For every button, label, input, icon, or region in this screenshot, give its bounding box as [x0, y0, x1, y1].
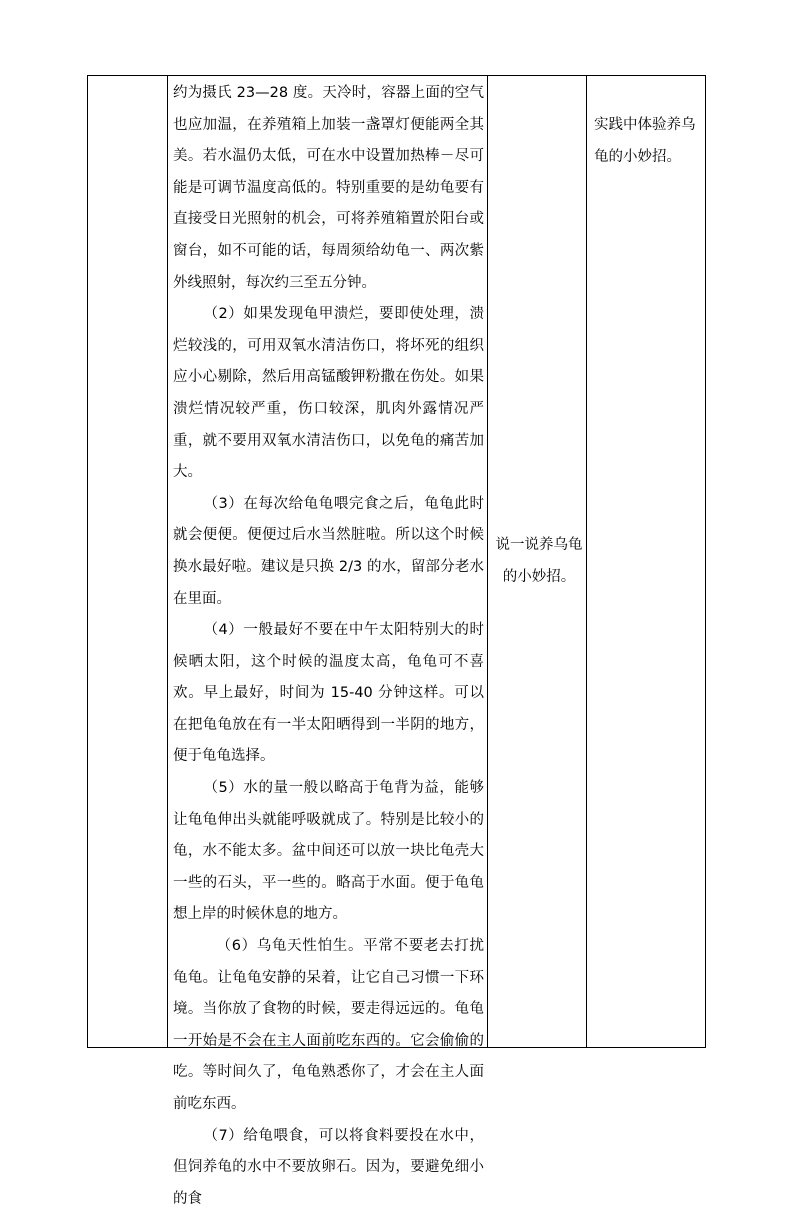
- table-cell-empty: [88, 76, 168, 1048]
- table-cell-purpose: [587, 76, 706, 1048]
- paragraph-sunbathing: （4）一般最好不要在中午太阳特别大的时候晒太阳，这个时候的温度太高，龟龟可不喜欢。早上最好，时间为 15-40 分钟这样。可以在把龟龟放在有一半太阳晒得到一半阴的地方，便于龟龟选择。: [173, 622, 484, 765]
- table-cell-content: [168, 76, 488, 1207]
- paragraph-water-level: （5）水的量一般以略高于龟背为益，能够让龟龟伸出头就能呼吸就成了。特别是比较小的龟，水不能太多。盆中间还可以放一块比龟壳大一些的石头，平一些的。略高于水面。便于龟龟想上岸的时候休息的地方。: [173, 780, 484, 923]
- paragraph-shyness: （6）乌龟天性怕生。平常不要老去打扰龟龟。让龟龟安静的呆着，让它自己习惯一下环境。当你放了食物的时候，要走得远远的。龟龟一开始是不会在主人面前吃东西的。它会偷偷的吃。等时间久了，龟龟熟悉你了，才会在主人面前吃东西。: [173, 938, 484, 1112]
- content-text-block: [168, 76, 487, 1207]
- paragraph-shell-ulcer: （2）如果发现龟甲溃烂，要即使处理，溃烂较浅的，可用双氧水清洁伤口，将坏死的组织应小心剔除，然后用高锰酸钾粉撒在伤处。如果溃烂情况较严重，伤口较深，肌肉外露情况严重，就不要用双氧水清洁伤口，以免龟的痛苦加大。: [173, 306, 484, 481]
- purpose-text: 实践中体验养乌龟的小妙招。: [594, 117, 696, 165]
- paragraph-water-change: （3）在每次给龟龟喂完食之后，龟龟此时就会便便。便便过后水当然脏啦。所以这个时候换水最好啦。建议是只换 2/3 的水，留部分老水在里面。: [173, 495, 484, 607]
- paragraph-water-temperature: 约为摄氏 23—28 度。天冷时，容器上面的空气也应加温，在养殖箱上加装一盏罩灯便能两全其美。若水温仍太低，可在水中设置加热棒－尽可能是可调节温度高低的。特别重要的是幼龟要有直接受日光照射的机会，可将养殖箱置於阳台或窗台，如不可能的话，每周须给幼龟一、两次紫外线照射，每次约三至五分钟。: [173, 85, 484, 291]
- activity-text: 说一说养乌龟的小妙招。: [495, 536, 583, 585]
- paragraph-feeding: （7）给龟喂食，可以将食料要投在水中，但饲养龟的水中不要放卵石。因为，要避免细小的食: [173, 1127, 484, 1207]
- table-row: [88, 76, 706, 1048]
- table-cell-activity: [488, 76, 587, 1048]
- lesson-table: [87, 75, 706, 1207]
